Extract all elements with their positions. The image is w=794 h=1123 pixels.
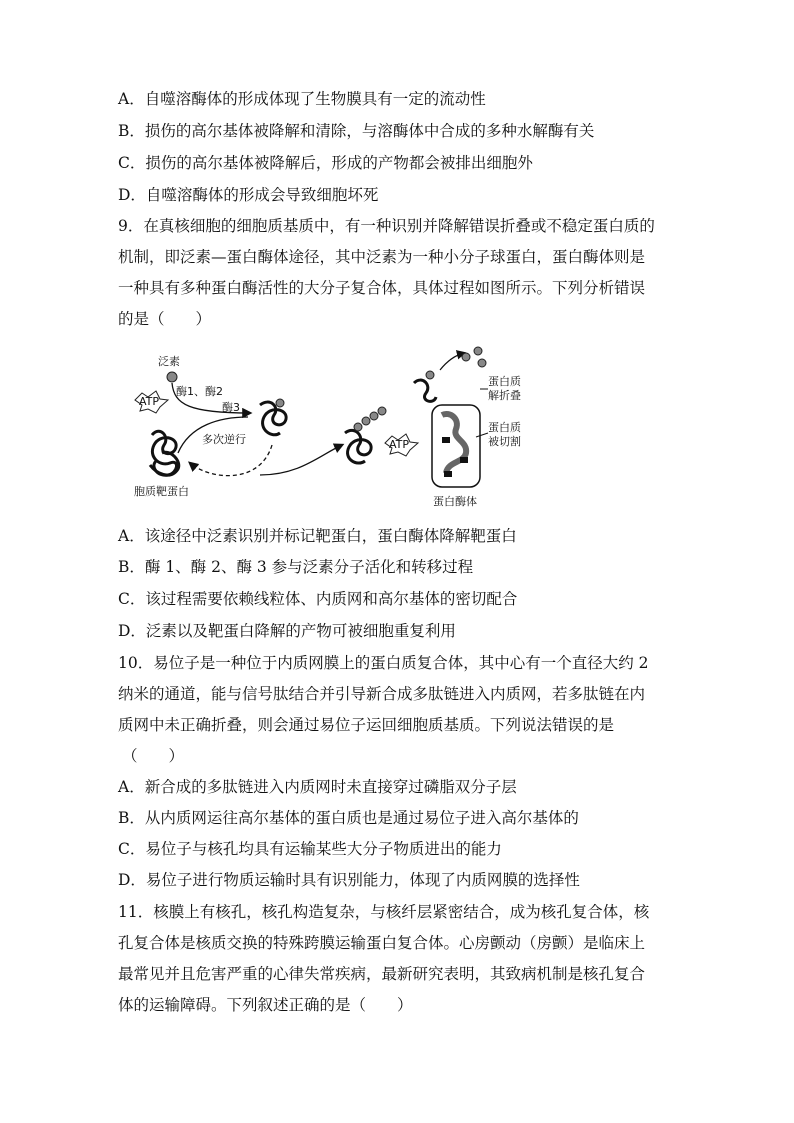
ubiquitin-proteasome-figure bbox=[130, 345, 540, 510]
cut-label-2: 被切割 bbox=[488, 435, 521, 448]
unfold-label-2: 解折叠 bbox=[488, 389, 521, 402]
to-polyubiquitin-arrow bbox=[260, 445, 342, 475]
enzyme12-label: 酶1、酶2 bbox=[176, 385, 223, 398]
q9-stem-line-2: 机制，即泛素—蛋白酶体途径，其中泛素为一种小分子球蛋白，蛋白酶体则是 bbox=[118, 248, 646, 266]
q10-stem-line-1: 10．易位子是一种位于内质网膜上的蛋白质复合体，其中心有一个直径大约 2 bbox=[118, 654, 649, 672]
atp-label-1: ATP bbox=[139, 395, 160, 408]
q9-option-b: B．酶 1、酶 2、酶 3 参与泛素分子活化和转移过程 bbox=[118, 558, 474, 576]
q11-stem-line-1: 11．核膜上有核孔，核孔构造复杂，与核纤层紧密结合，成为核孔复合体，核 bbox=[118, 903, 650, 921]
q10-option-b: B．从内质网运往高尔基体的蛋白质也是通过易位子进入高尔基体的 bbox=[118, 809, 579, 827]
q8-option-b: B．损伤的高尔基体被降解和清除，与溶酶体中合成的多种水解酶有关 bbox=[118, 122, 595, 140]
cut-fragment-1 bbox=[442, 437, 450, 443]
poly-ub-1 bbox=[354, 423, 362, 431]
ubiquitin-label: 泛素 bbox=[158, 355, 180, 368]
target-protein bbox=[150, 431, 179, 475]
q8-option-a: A．自噬溶酶体的形成体现了生物膜具有一定的流动性 bbox=[118, 90, 486, 108]
q10-stem-line-2: 纳米的通道，能与信号肽结合并引导新合成多肽链进入内质网，若多肽链在内 bbox=[118, 685, 646, 703]
cut-fragment-3 bbox=[444, 471, 452, 477]
q9-stem-line-1: 9．在真核细胞的细胞质基质中，有一种识别并降解错误折叠或不稳定蛋白质的 bbox=[118, 217, 655, 235]
unfold-label-1: 蛋白质 bbox=[488, 375, 521, 388]
q9-stem-line-3: 一种具有多种蛋白酶活性的大分子复合体，具体过程如图所示。下列分析错误 bbox=[118, 279, 646, 297]
target-protein-label: 胞质靶蛋白 bbox=[134, 485, 189, 498]
q9-option-a: A．该途径中泛素识别并标记靶蛋白，蛋白酶体降解靶蛋白 bbox=[118, 527, 517, 545]
q10-stem-line-3: 质网中未正确折叠，则会通过易位子运回细胞质基质。下列说法错误的是 bbox=[118, 716, 615, 734]
tagged-protein-1 bbox=[260, 402, 286, 435]
released-ub-2 bbox=[474, 347, 482, 355]
entering-ub bbox=[426, 371, 434, 379]
q8-option-d: D．自噬溶酶体的形成会导致细胞坏死 bbox=[118, 186, 379, 204]
entering-protein bbox=[414, 380, 436, 401]
poly-ub-2 bbox=[362, 417, 370, 425]
q10-stem-line-4: （ ） bbox=[122, 747, 185, 765]
cut-fragment-2 bbox=[460, 457, 468, 463]
q11-stem-line-2: 孔复合体是核质交换的特殊跨膜运输蛋白复合体。心房颤动（房颤）是临床上 bbox=[118, 934, 646, 952]
q9-option-c: C．该过程需要依赖线粒体、内质网和高尔基体的密切配合 bbox=[118, 590, 518, 608]
q11-stem-line-4: 体的运输障碍。下列叙述正确的是（ ） bbox=[118, 996, 413, 1014]
polyubiquitinated-protein bbox=[345, 430, 371, 463]
poly-ub-3 bbox=[370, 412, 378, 420]
ubiquitin-molecule bbox=[167, 372, 177, 382]
q9-stem-line-4: 的是（ ） bbox=[118, 310, 212, 328]
enzyme3-label: 酶3 bbox=[222, 401, 240, 414]
poly-ub-4 bbox=[378, 407, 386, 415]
q10-option-c: C．易位子与核孔均具有运输某些大分子物质进出的能力 bbox=[118, 840, 502, 858]
repeat-label: 多次逆行 bbox=[202, 433, 246, 446]
q10-option-d: D．易位子进行物质运输时具有识别能力，体现了内质网膜的选择性 bbox=[118, 871, 580, 889]
released-ub-1 bbox=[462, 353, 470, 361]
q11-stem-line-3: 最常见并且危害严重的心律失常疾病，最新研究表明，其致病机制是核孔复合 bbox=[118, 965, 646, 983]
proteasome-label: 蛋白酶体 bbox=[433, 495, 477, 508]
q8-option-c: C．损伤的高尔基体被降解后，形成的产物都会被排出细胞外 bbox=[118, 154, 533, 172]
released-ub-3 bbox=[478, 359, 486, 367]
q10-option-a: A．新合成的多肽链进入内质网时未直接穿过磷脂双分子层 bbox=[118, 778, 517, 796]
repeat-dashed-arrow bbox=[190, 445, 272, 476]
pathway-diagram bbox=[130, 345, 540, 510]
cut-label-1: 蛋白质 bbox=[488, 421, 521, 434]
ubiquitin-tag-1 bbox=[276, 399, 284, 407]
release-arrow bbox=[440, 353, 464, 370]
atp-label-2: ATP bbox=[389, 438, 410, 451]
q9-option-d: D．泛素以及靶蛋白降解的产物可被细胞重复利用 bbox=[118, 622, 456, 640]
